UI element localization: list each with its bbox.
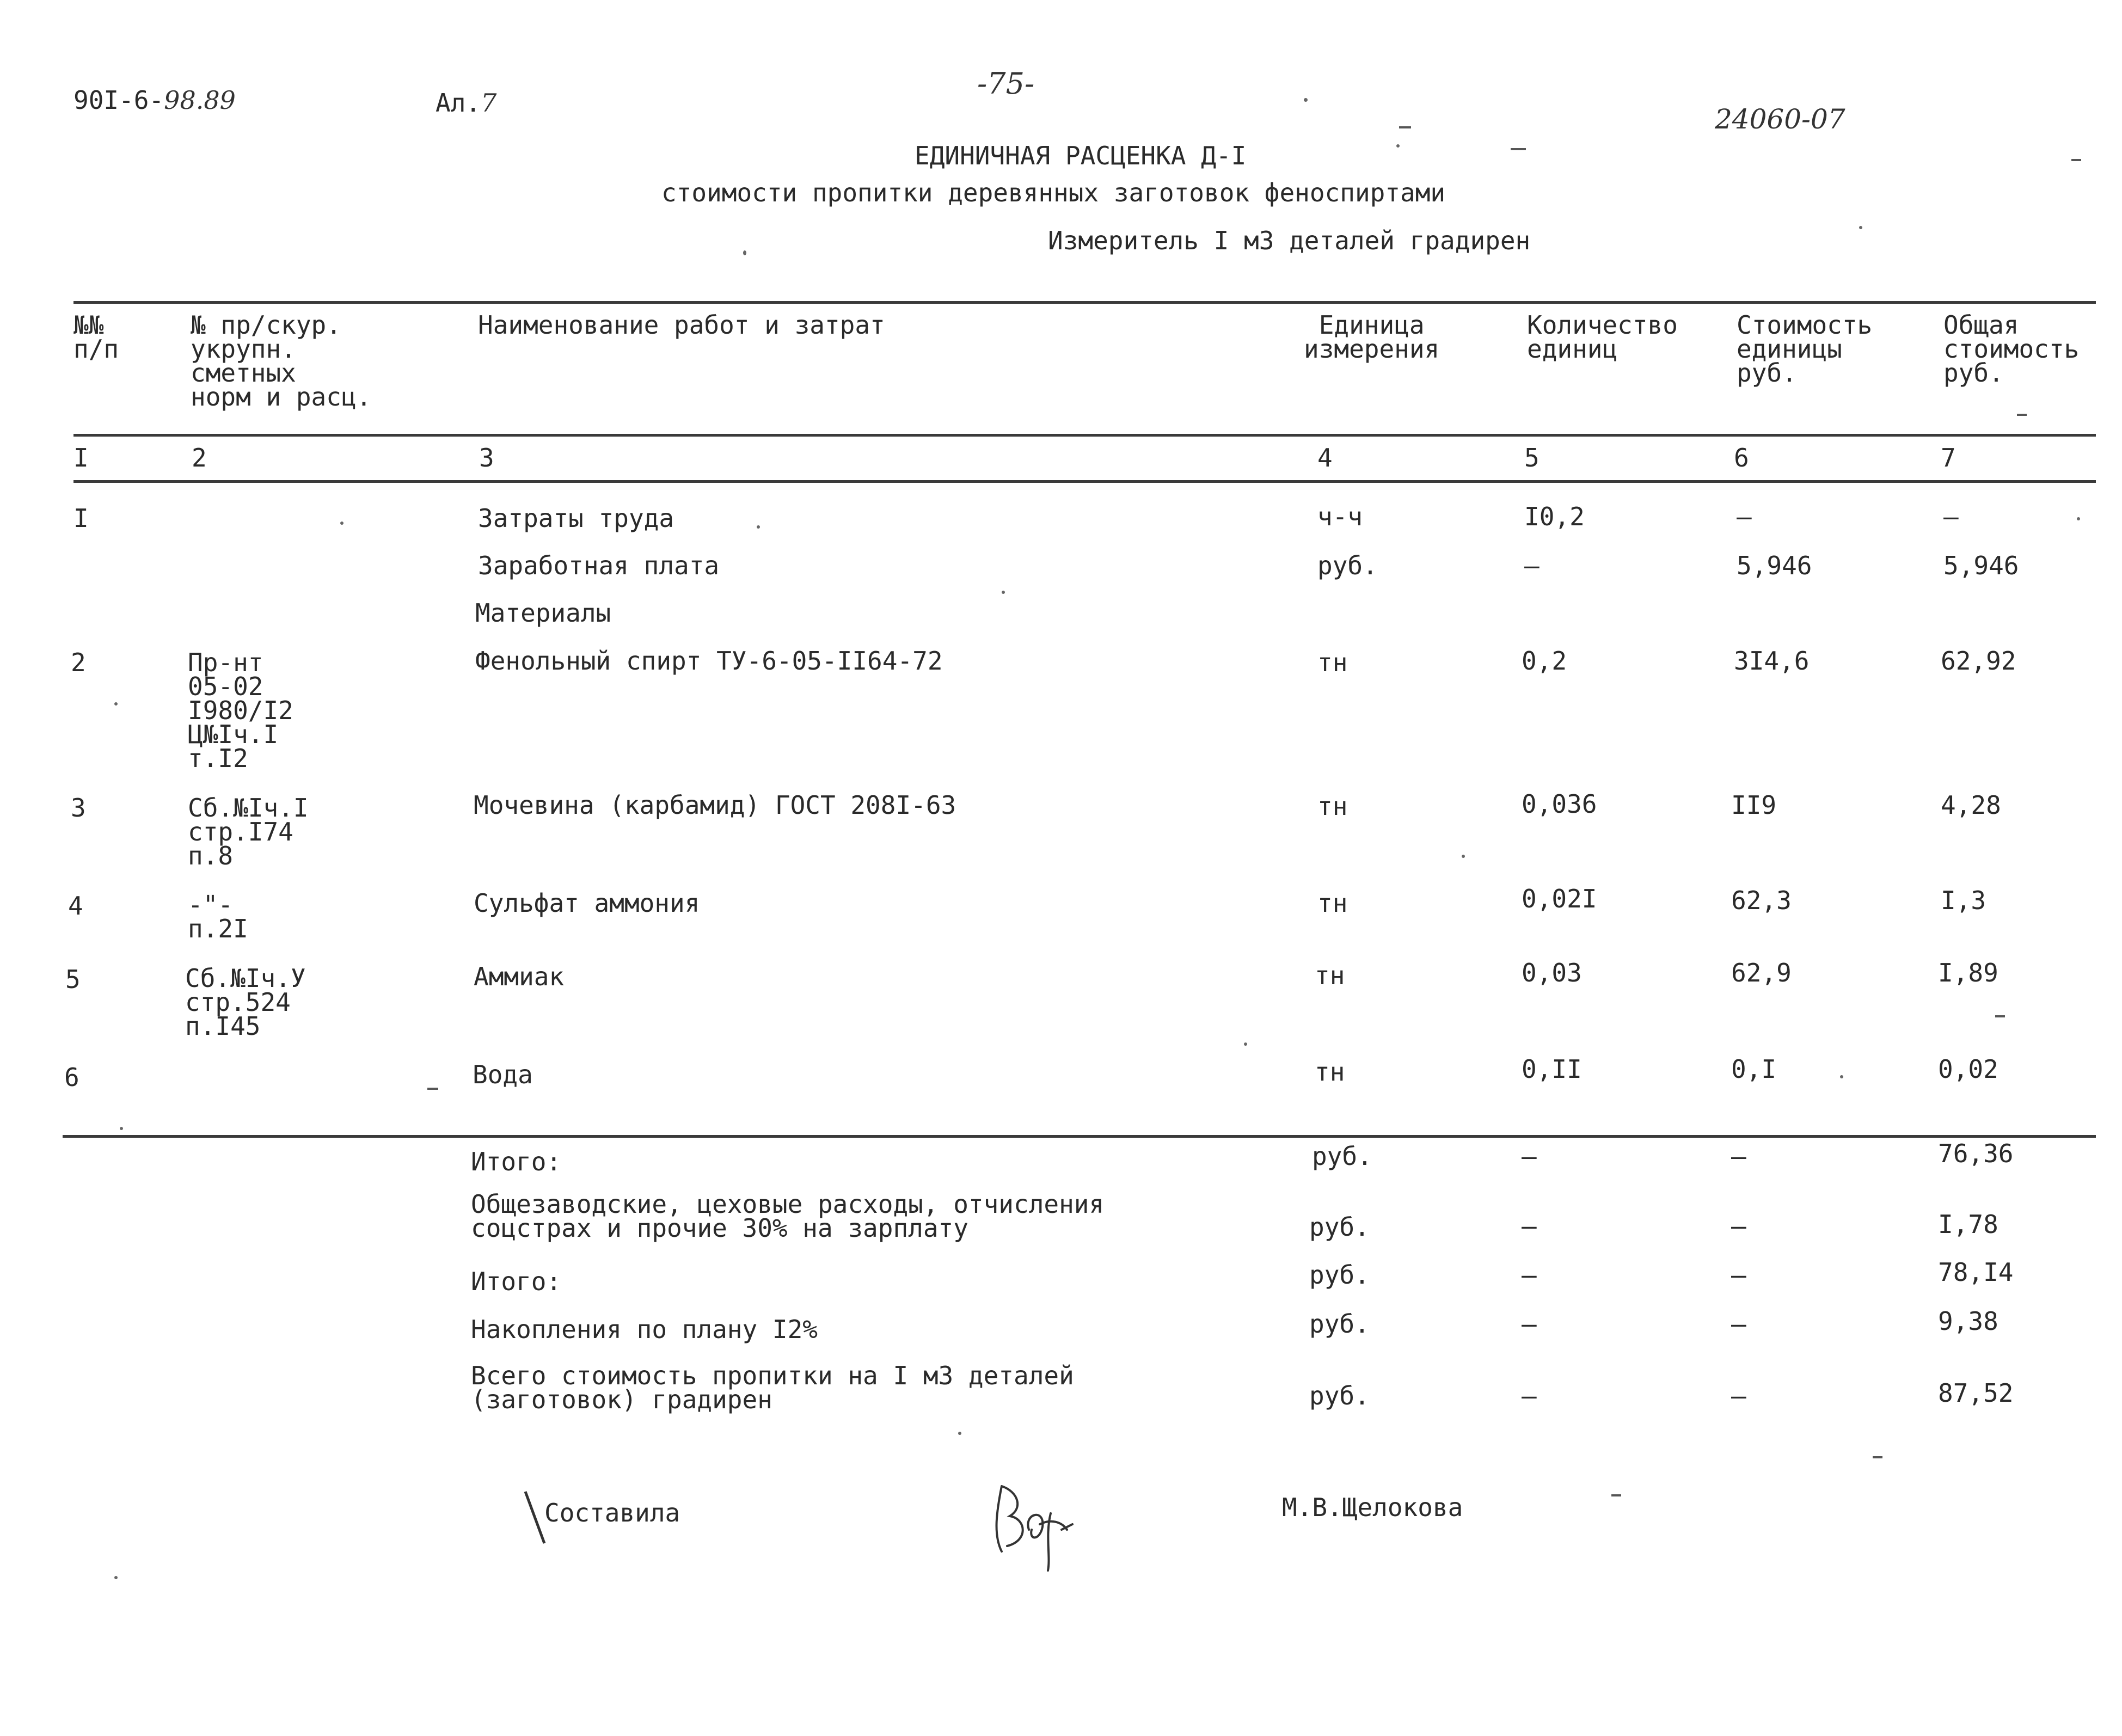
row-work-name: Сульфат аммония (474, 888, 700, 918)
row-unit-price: 0,I (1731, 1054, 1777, 1084)
summary-quantity: – (1522, 1309, 1537, 1339)
row-quantity: 0,II (1522, 1054, 1582, 1084)
row-total: 5,946 (1943, 551, 2019, 580)
page-title: ЕДИНИЧНАЯ РАСЦЕНКА Д-I (915, 141, 1247, 170)
row-total: 62,92 (1941, 646, 2016, 676)
summary-label: Общезаводские, цеховые расходы, отчисления соцстрах и прочие 30% на зарплату (471, 1189, 1105, 1243)
row-work-name: Затраты труда (478, 504, 674, 533)
row-total: – (1943, 502, 1959, 531)
scan-speck (120, 1127, 123, 1130)
summary-label: Итого: (471, 1267, 562, 1296)
compiled-by-label: Составила (544, 1498, 680, 1528)
table-top-rule (73, 301, 2096, 304)
scan-speck (1244, 1042, 1247, 1046)
scan-speck (1859, 226, 1862, 229)
scan-mark (1873, 1456, 1882, 1458)
summary-total: 9,38 (1938, 1306, 1998, 1336)
sheet-label-handwritten: 7 (481, 88, 497, 118)
row-unit-price: 5,946 (1737, 551, 1812, 580)
summary-label: Итого: (471, 1147, 562, 1176)
row-number: 2 (71, 648, 86, 677)
column-number-6: 6 (1734, 443, 1749, 473)
scan-mark (1995, 1015, 2005, 1017)
summary-quantity: – (1522, 1381, 1537, 1410)
column-number-2: 2 (192, 443, 207, 473)
row-work-name: Мочевина (карбамид) ГОСТ 208I-63 (474, 790, 956, 820)
row-work-name: Фенольный спирт ТУ-6-05-II64-72 (475, 646, 943, 676)
column-numbers-rule (73, 480, 2096, 483)
row-reference: Пр-нт 05-02 I980/I2 Ц№Iч.I т.I2 (188, 648, 293, 773)
row-work-name: Вода (473, 1060, 533, 1089)
row-quantity: 0,02I (1522, 884, 1597, 913)
page-number: -75- (977, 66, 1035, 101)
document-number-printed: 90I-6- (73, 85, 164, 115)
scan-speck (114, 1576, 118, 1579)
row-total: I,3 (1941, 886, 1986, 915)
row-unit-price: 3I4,6 (1734, 646, 1810, 676)
scan-speck (2077, 517, 2080, 520)
row-quantity: 0,03 (1522, 958, 1582, 987)
archive-number: 24060-07 (1715, 103, 1845, 135)
signature-icon (980, 1464, 1078, 1573)
summary-unit-price: – (1731, 1142, 1746, 1171)
header-work-name: Наименование работ и затрат (478, 310, 885, 340)
summary-unit: руб. (1309, 1309, 1370, 1339)
scan-mark (427, 1088, 438, 1090)
scan-speck (1304, 98, 1308, 102)
summary-total: I,78 (1938, 1210, 1998, 1239)
row-number: 3 (71, 793, 86, 823)
row-unit-price: II9 (1731, 790, 1777, 820)
scan-speck (1396, 144, 1400, 148)
scan-speck (1840, 1075, 1843, 1078)
scan-mark (1611, 1494, 1621, 1496)
row-number: 4 (68, 891, 83, 921)
row-total: 0,02 (1938, 1054, 1998, 1084)
summary-unit-price: – (1731, 1211, 1746, 1241)
header-total: Общая стоимость руб. (1943, 310, 2080, 388)
row-unit-price: 62,3 (1731, 886, 1792, 915)
column-number-3: 3 (479, 443, 494, 473)
row-total: 4,28 (1941, 790, 2001, 820)
row-quantity: I0,2 (1524, 502, 1585, 531)
header-number: №№ п/п (73, 310, 119, 364)
summary-unit: руб. (1309, 1381, 1370, 1410)
row-number: 6 (64, 1063, 79, 1092)
summary-quantity: – (1522, 1211, 1537, 1241)
summary-unit: руб. (1309, 1260, 1370, 1290)
scan-speck (340, 522, 344, 525)
scan-speck (114, 702, 118, 706)
row-unit: тн (1315, 1057, 1345, 1087)
scan-mark (2071, 159, 2081, 161)
column-number-5: 5 (1524, 443, 1540, 473)
row-quantity: – (1524, 551, 1540, 580)
row-unit: тн (1317, 648, 1348, 677)
scan-speck (757, 525, 760, 529)
row-work-name: Аммиак (474, 962, 565, 991)
page-subtitle: стоимости пропитки деревянных заготовок феноспиртами (661, 178, 1446, 207)
items-bottom-rule (63, 1135, 2096, 1138)
scan-speck (958, 1432, 961, 1435)
document-number (73, 87, 236, 113)
row-work-name: Заработная плата (478, 551, 720, 580)
sheet-label (436, 90, 496, 116)
column-number-4: 4 (1317, 443, 1333, 473)
measurement-unit-line: Измеритель I м3 деталей градирен (1048, 226, 1531, 255)
row-unit: тн (1317, 888, 1348, 918)
row-unit-price: – (1737, 502, 1752, 531)
header-quantity: Количество единиц (1527, 310, 1678, 364)
column-number-1: I (73, 443, 89, 473)
row-total: I,89 (1938, 958, 1998, 987)
row-unit: руб. (1317, 551, 1378, 580)
scan-speck (1002, 591, 1005, 594)
header-unit-price: Стоимость единицы руб. (1737, 310, 1873, 388)
document-number-handwritten: 98.89 (164, 85, 236, 115)
summary-label: Накопления по плану I2% (471, 1315, 818, 1344)
scan-mark (1399, 126, 1411, 128)
summary-total: 78,I4 (1938, 1257, 2014, 1287)
summary-unit-price: – (1731, 1381, 1746, 1410)
summary-quantity: – (1522, 1142, 1537, 1171)
sheet-label-printed: Ал. (436, 88, 481, 118)
row-quantity: 0,036 (1522, 789, 1597, 819)
header-reference: № пр/скур. укрупн. сметных норм и расц. (191, 310, 372, 412)
compiler-name: М.В.Щелокова (1282, 1493, 1463, 1522)
summary-total: 87,52 (1938, 1378, 2014, 1408)
row-reference: -"- п.2I (188, 890, 248, 943)
row-reference: Сб.№Iч.I стр.I74 п.8 (188, 793, 309, 870)
summary-total: 76,36 (1938, 1139, 2014, 1168)
summary-unit: руб. (1309, 1212, 1370, 1242)
row-number: 5 (65, 965, 81, 994)
row-unit: тн (1317, 792, 1348, 821)
summary-unit: руб. (1312, 1142, 1372, 1171)
summary-unit-price: – (1731, 1309, 1746, 1339)
summary-label: Всего стоимость пропитки на I м3 деталей (заготовок) градирен (471, 1361, 1074, 1414)
row-quantity: 0,2 (1522, 646, 1567, 676)
header-bottom-rule (73, 434, 2096, 437)
column-number-7: 7 (1941, 443, 1956, 473)
row-reference: Сб.№Iч.У стр.524 п.I45 (185, 964, 306, 1041)
row-number: I (73, 504, 89, 533)
summary-quantity: – (1522, 1260, 1537, 1290)
header-unit: Единица измерения (1304, 310, 1440, 364)
row-section-label: Материалы (475, 598, 611, 628)
row-unit-price: 62,9 (1731, 958, 1792, 987)
row-unit: тн (1315, 961, 1345, 990)
scan-mark (1511, 148, 1526, 150)
scan-speck (1462, 855, 1465, 858)
summary-unit-price: – (1731, 1260, 1746, 1290)
scan-mark (2017, 414, 2027, 416)
scan-speck (743, 250, 746, 255)
row-unit: ч-ч (1317, 502, 1363, 531)
